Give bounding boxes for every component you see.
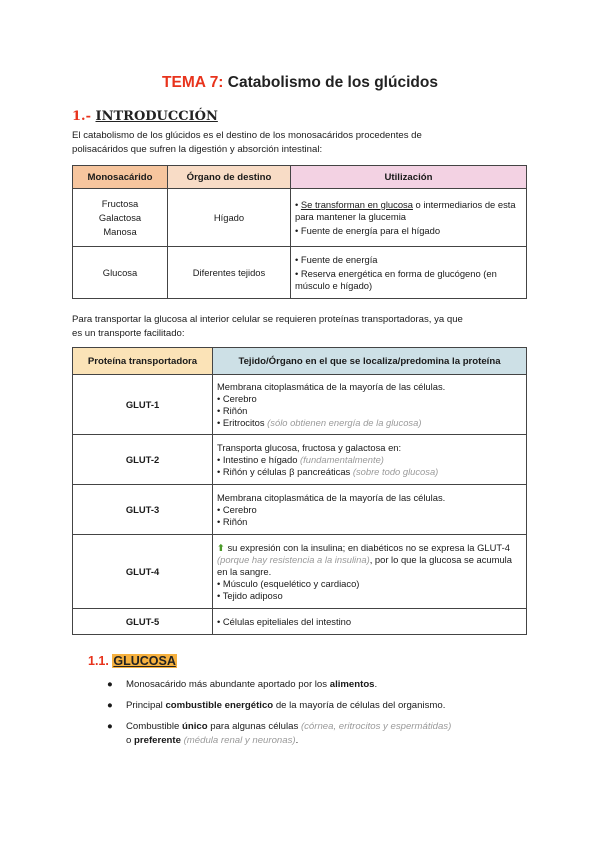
desc-bullet: • Riñón <box>217 515 248 527</box>
desc-line: Membrana citoplasmática de la mayoría de las células. <box>217 380 446 392</box>
monosaccharide-name: Manosa <box>103 225 137 237</box>
desc-line: Membrana citoplasmática de la mayoría de las células. <box>217 491 446 503</box>
section-title: INTRODUCCIÓN <box>95 109 218 124</box>
utilization-text: Fuente de energía para el hígado <box>300 224 441 236</box>
desc-bullet: • Cerebro <box>217 503 257 515</box>
table-header-cell: Proteína transportadora <box>73 348 213 375</box>
glut-name: GLUT-1 <box>73 375 213 435</box>
glut-description <box>213 435 527 485</box>
desc-text: • Riñón y células β pancreáticas <box>217 465 353 477</box>
item-text: Combustible <box>126 721 182 732</box>
utilization-item: • Fuente de energía <box>295 253 378 265</box>
table-row <box>73 485 527 535</box>
monosaccharide-name: Fructosa <box>101 197 139 209</box>
glut-description <box>213 485 527 535</box>
item-bold: combustible energético <box>165 700 274 711</box>
table-row <box>73 189 527 247</box>
glut-description: • Células epiteliales del intestino <box>213 609 527 635</box>
table-header-row <box>73 166 527 189</box>
desc-bullet: • Tejido adiposo <box>217 589 283 601</box>
up-arrow-icon: ⬆ <box>217 541 225 553</box>
desc-line <box>217 542 522 578</box>
utilization-cell <box>291 247 527 299</box>
desc-bullet: • Cerebro <box>217 392 257 404</box>
item-note: (córnea, eritrocitos y espermátidas) <box>300 721 452 732</box>
table-header-row <box>73 348 527 375</box>
item-bold: único <box>182 721 208 732</box>
glucosa-bullet-list <box>107 678 536 755</box>
organ-cell: Hígado <box>168 189 291 247</box>
item-bold: alimentos <box>329 679 375 690</box>
list-item <box>107 699 536 713</box>
desc-note: (fundamentalmente) <box>300 453 384 465</box>
desc-bullet <box>217 466 522 478</box>
title-text: Catabolismo de los glúcidos <box>227 74 438 91</box>
utilization-item: • Fuente de energía para el hígado <box>295 224 441 236</box>
bullet-icon: ● <box>107 700 113 711</box>
list-item <box>107 678 536 692</box>
table-row <box>73 435 527 485</box>
intro-paragraph <box>72 129 532 157</box>
item-text: . <box>374 679 378 690</box>
section-heading-introduccion <box>72 109 218 124</box>
utilization-text: o intermediarios de esta para mantener la glucemia <box>295 198 516 222</box>
transport-line: es un transporte facilitado: <box>72 328 185 339</box>
table-header-cell: Tejido/Órgano en el que se localiza/predomina la proteína <box>213 348 527 375</box>
utilization-text: Reserva energética en forma de glucógeno (en músculo e hígado) <box>295 267 497 291</box>
title-prefix: TEMA 7: <box>162 74 224 91</box>
subsection-heading-glucosa <box>88 654 177 668</box>
desc-text: • Eritrocitos <box>217 416 268 428</box>
desc-text: su expresión con la insulina; en diabéticos no se expresa la GLUT-4 <box>224 541 510 553</box>
utilization-text: Fuente de energía <box>300 253 378 265</box>
item-text: Principal <box>126 700 166 711</box>
desc-bullet <box>217 417 522 429</box>
subsection-title: GLUCOSA <box>113 654 176 668</box>
item-text: . <box>295 735 299 746</box>
desc-line: Transporta glucosa, fructosa y galactosa en: <box>217 441 402 453</box>
glut-name: GLUT-3 <box>73 485 213 535</box>
desc-text: • Intestino e hígado <box>217 453 301 465</box>
bullet-icon: ● <box>107 679 113 690</box>
utilization-cell <box>291 189 527 247</box>
utilization-item: • Se transforman en glucosa o intermediarios de esta para mantener la glucemia <box>295 198 516 222</box>
intro-line: El catabolismo de los glúcidos es el destino de los monosacáridos procedentes de <box>72 130 422 141</box>
glut-name: GLUT-2 <box>73 435 213 485</box>
intro-line: polisacáridos que sufren la digestión y absorción intestinal: <box>72 144 323 155</box>
section-number: 1.- <box>72 109 91 124</box>
monosaccharide-cell: Glucosa <box>73 247 168 299</box>
glut-table <box>72 347 527 635</box>
desc-note: (porque hay resistencia a la insulina) <box>217 553 370 565</box>
table-header-cell: Monosacárido <box>73 166 168 189</box>
monosaccharide-name: Galactosa <box>98 211 142 223</box>
table-header-cell: Utilización <box>291 166 527 189</box>
item-text: de la mayoría de células del organismo. <box>273 700 446 711</box>
item-text: para algunas células <box>207 721 301 732</box>
subsection-number: 1.1. <box>88 654 109 668</box>
item-bold: preferente <box>134 735 181 746</box>
item-note: (médula renal y neuronas) <box>180 735 296 746</box>
list-item <box>107 720 536 748</box>
desc-bullet <box>217 454 522 466</box>
desc-note: (sobre todo glucosa) <box>352 465 439 477</box>
desc-note: (sólo obtienen energía de la glucosa) <box>267 416 422 428</box>
transport-paragraph <box>72 313 542 341</box>
organ-cell: Diferentes tejidos <box>168 247 291 299</box>
glut-description <box>213 375 527 435</box>
item-text: Monosacárido más abundante aportado por los <box>126 679 330 690</box>
desc-bullet: • Músculo (esquelético y cardiaco) <box>217 577 360 589</box>
monosaccharide-table <box>72 165 527 299</box>
glut-description <box>213 535 527 609</box>
table-row <box>73 247 527 299</box>
table-header-cell: Órgano de destino <box>168 166 291 189</box>
table-row <box>73 375 527 435</box>
transport-line: Para transportar la glucosa al interior celular se requieren proteínas transportadoras, ya que <box>72 314 463 325</box>
item-text: o <box>126 735 135 746</box>
bullet-icon: ● <box>107 721 113 732</box>
underlined-text: Se transforman en glucosa <box>300 198 413 210</box>
desc-text: , por lo que la glucosa se acumula en la sangre. <box>217 553 512 577</box>
table-row <box>73 535 527 609</box>
desc-bullet: • Riñón <box>217 404 248 416</box>
page-title <box>0 74 600 92</box>
utilization-item: • Reserva energética en forma de glucógeno (en músculo e hígado) <box>295 267 497 291</box>
table-row <box>73 609 527 635</box>
glut-name: GLUT-4 <box>73 535 213 609</box>
glut-name: GLUT-5 <box>73 609 213 635</box>
monosaccharide-cell <box>73 189 168 247</box>
